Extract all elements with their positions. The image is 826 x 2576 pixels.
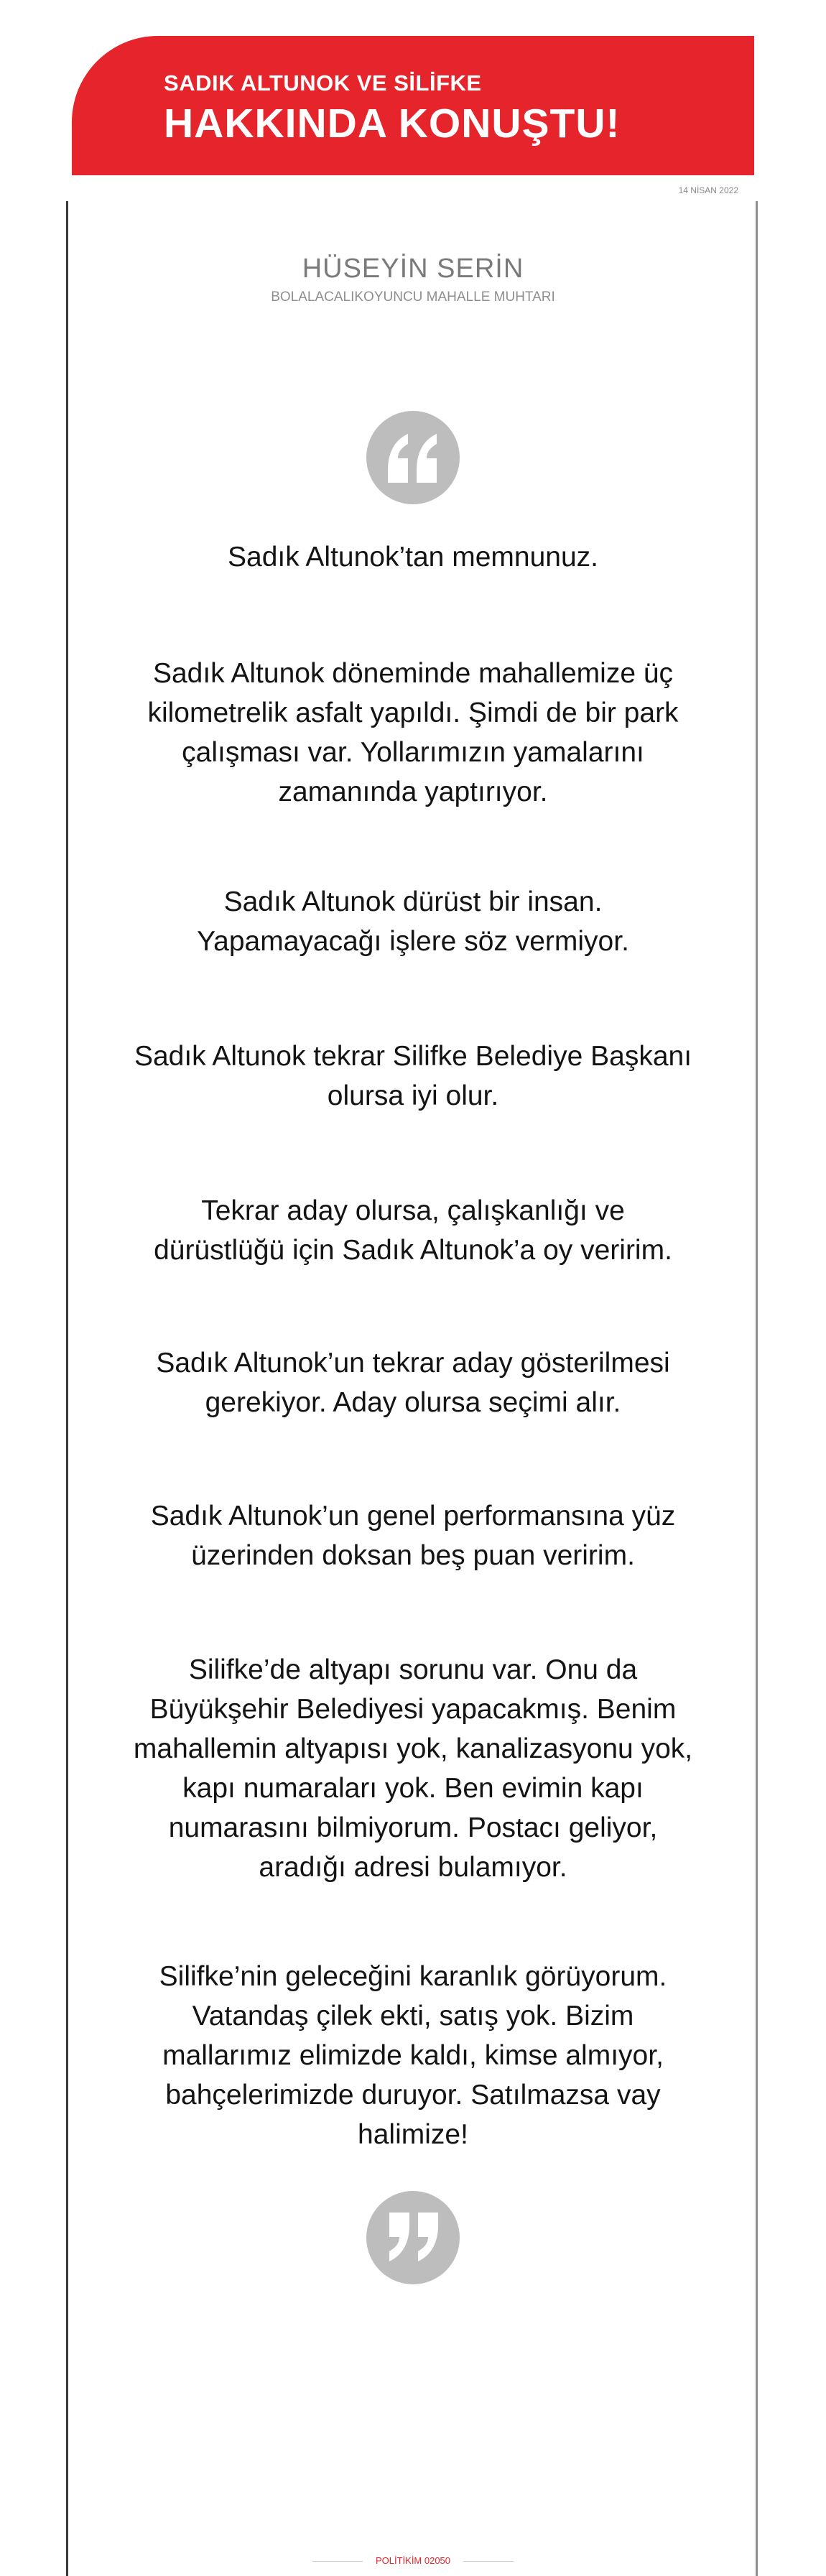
quote-paragraph: Silifke’de altyapı sorunu var. Onu da Büyükşehir Belediyesi yapacakmış. Benim mahallemin altyapısı yok, kanalizasyonu yok, kapı numaraları yok. Ben evimin kapı numarasını bilmiyorum. Postacı geliyor, aradığı adresi bulamıyor. [133, 1654, 693, 1883]
quote-paragraph: Sadık Altunok tekrar Silifke Belediye Başkanı olursa iyi olur. [134, 1041, 692, 1111]
headline-title: HAKKINDA KONUŞTU! [164, 101, 621, 147]
footer-brand: POLİTİKİM 02050 [375, 2555, 451, 2566]
headline-kicker: SADIK ALTUNOK VE SİLİFKE [164, 70, 482, 96]
author-role: BOLALACALIKOYUNCU MAHALLE MUHTARI [271, 289, 555, 305]
opening-quote-icon [366, 411, 460, 504]
left-border-line [66, 201, 68, 2576]
headline-banner [72, 36, 754, 175]
publish-date: 14 NİSAN 2022 [678, 185, 738, 195]
closing-quote-icon [366, 2191, 460, 2284]
right-border-line [756, 201, 758, 2576]
quote-paragraph: Sadık Altunok dürüst bir insan. Yapamayacağı işlere söz vermiyor. [197, 886, 629, 957]
quote-paragraph: Sadık Altunok döneminde mahallemize üç kilometrelik asfalt yapıldı. Şimdi de bir park çalışması var. Yollarımızın yamalarını zamanında yaptırıyor. [147, 658, 679, 807]
author-block [0, 253, 826, 306]
quote-paragraph: Sadık Altunok’tan memnunuz. [228, 542, 598, 573]
quote-paragraph: Sadık Altunok’un genel performansına yüz üzerinden doksan beş puan veririm. [150, 1501, 676, 1571]
author-name: HÜSEYİN SERİN [302, 254, 524, 284]
quote-paragraph: Sadık Altunok’un tekrar aday gösterilmesi gerekiyor. Aday olursa seçimi alır. [156, 1348, 670, 1418]
quote-paragraph: Tekrar aday olursa, çalışkanlığı ve dürüstlüğü için Sadık Altunok’a oy veririm. [154, 1195, 672, 1266]
quote-paragraph: Silifke’nin geleceğini karanlık görüyorum. Vatandaş çilek ekti, satış yok. Bizim mallarımız elimizde kaldı, kimse almıyor, bahçelerimizde duruyor. Satılmazsa vay halimize! [159, 1961, 667, 2150]
